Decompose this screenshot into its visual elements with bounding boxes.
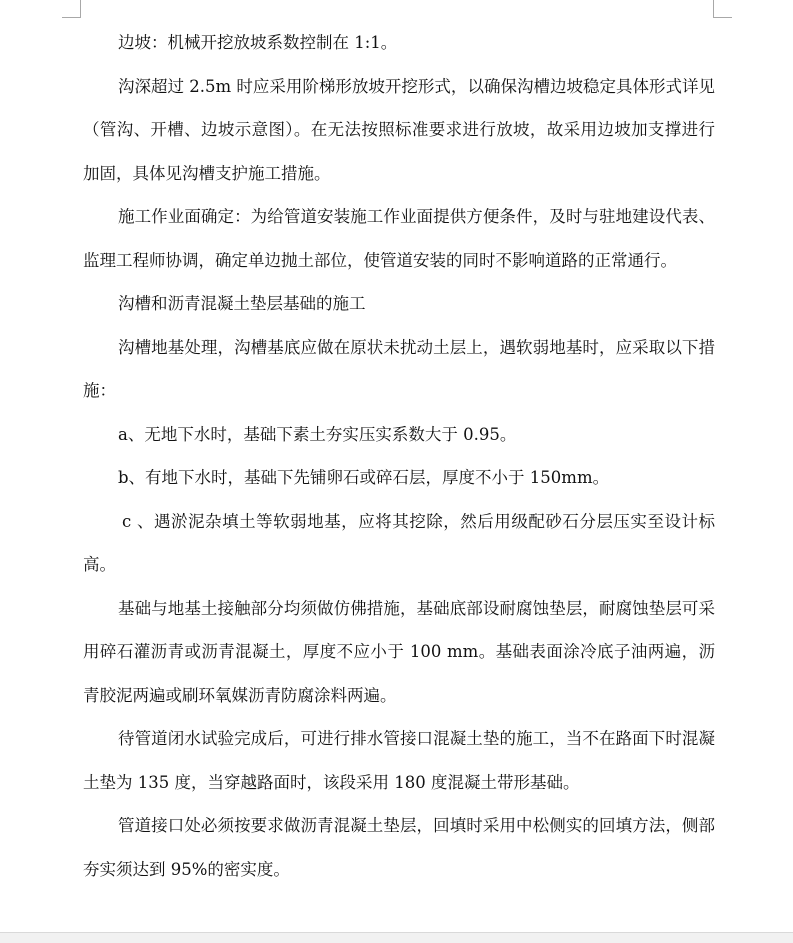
list-item-b: b、有地下水时，基础下先铺卵石或碎石层，厚度不小于 150mm。 <box>118 468 610 487</box>
paragraph-anticorrosion: 基础与地基土接触部分均须做仿佛措施，基础底部设耐腐蚀垫层，耐腐蚀垫层可采用碎石灌沥青或沥青混凝土，厚度不应小于 100 mm。基础表面涂冷底子油两遍，沥青胶泥两遍或刷环氧媒沥青防腐涂料两遍。 <box>83 598 715 705</box>
list-item-a: a、无地下水时，基础下素土夯实压实系数大于 0.95。 <box>118 424 517 444</box>
list-item-c: c 、遇淤泥杂填土等软弱地基，应将其挖除，然后用级配砂石分层压实至设计标高。 <box>83 511 715 574</box>
section-heading: 沟槽和沥青混凝土垫层基础的施工 <box>118 294 366 313</box>
paragraph-slope: 边坡：机械开挖放坡系数控制在 1:1。 <box>118 33 398 52</box>
paragraph-step-slope: 沟深超过 2.5m 时应采用阶梯形放坡开挖形式，以确保沟槽边坡稳定具体形式详见（管沟、开槽、边坡示意图）。在无法按照标准要求进行放坡，故采用边坡加支撑进行加固，具体见沟槽支护施工措施。 <box>83 76 715 183</box>
paragraph-foundation-treatment: 沟槽地基处理，沟槽基底应做在原状未扰动土层上，遇软弱地基时，应采取以下措施： <box>83 337 715 400</box>
paragraph-work-surface: 施工作业面确定：为给管道安装施工作业面提供方便条件，及时与驻地建设代表、监理工程师协调，确定单边抛土部位，使管道安装的同时不影响道路的正常通行。 <box>83 207 715 270</box>
paragraph-concrete-pad: 待管道闭水试验完成后，可进行排水管接口混凝土垫的施工，当不在路面下时混凝土垫为 135 度，当穿越路面时，该段采用 180 度混凝土带形基础。 <box>83 729 715 792</box>
crop-mark-top-right <box>713 0 732 18</box>
crop-mark-top-left <box>62 0 81 18</box>
page-bottom-edge <box>0 932 793 943</box>
paragraph-backfill: 管道接口处必须按要求做沥青混凝土垫层，回填时采用中松侧实的回填方法，侧部夯实须达到 95%的密实度。 <box>83 816 715 879</box>
document-body <box>83 21 715 891</box>
